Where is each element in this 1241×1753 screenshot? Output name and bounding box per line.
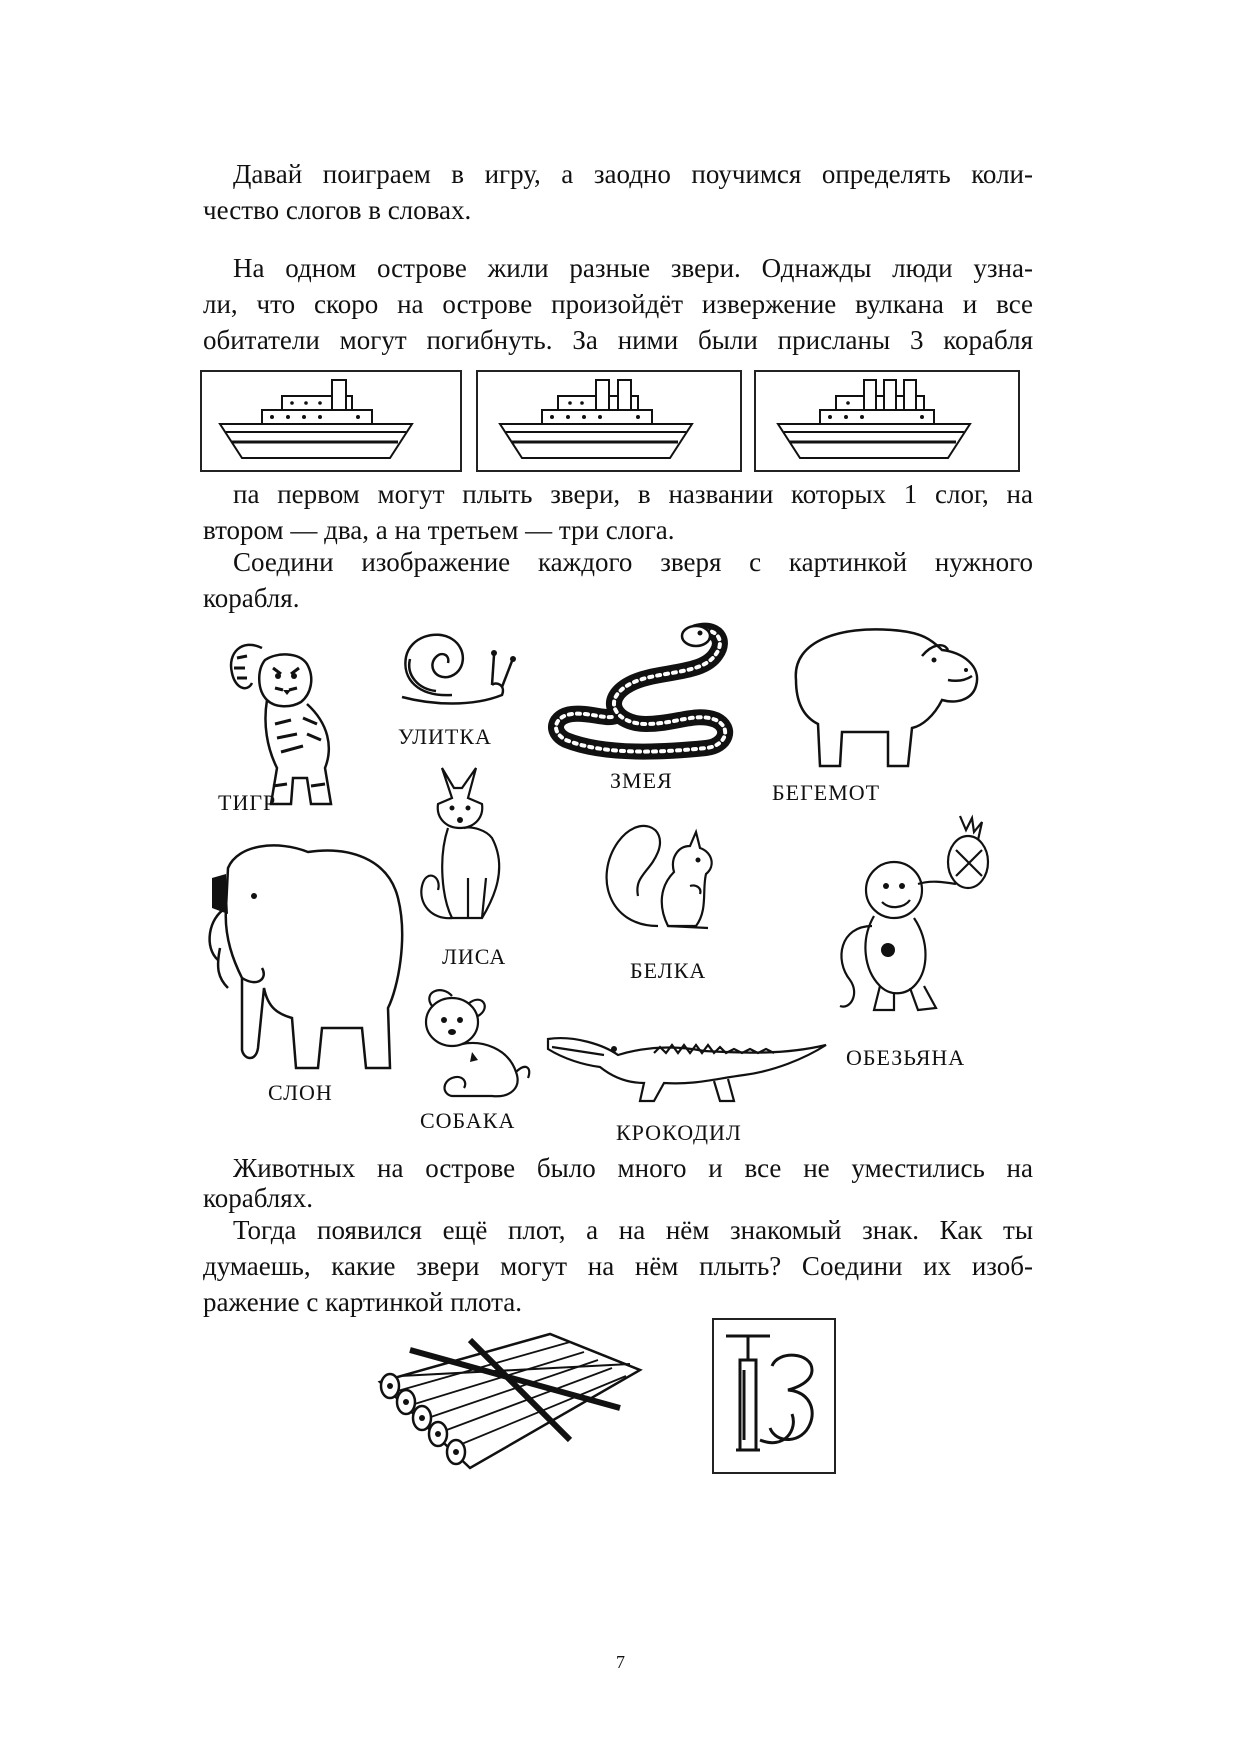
raft-icon (370, 1330, 658, 1478)
animal-label-snail: УЛИТКА (398, 724, 492, 749)
elephant-icon (198, 838, 416, 1076)
dog-icon (412, 982, 538, 1102)
animal-label-monkey: ОБЕЗЬЯНА (846, 1045, 966, 1070)
fox-icon (412, 758, 548, 938)
animal-label-fox: ЛИСА (442, 944, 507, 969)
hippo-picture (772, 620, 990, 770)
text-line: Животных на острове было много и все не уместились на (233, 1153, 1033, 1183)
text-line: па первом могут плыть звери, в названии которых 1 слог, на (233, 479, 1033, 509)
snail-picture (392, 625, 522, 720)
snake-picture (546, 620, 744, 760)
snake-icon (546, 620, 744, 760)
animal-label-snake: ЗМЕЯ (610, 768, 673, 793)
crocodile-picture (544, 1025, 830, 1115)
pump-and-z-sign-icon (714, 1320, 834, 1472)
squirrel-icon (598, 806, 738, 946)
intro-paragraph (203, 156, 1033, 228)
text-line: думаешь, какие звери могут на нём плыть? Соедини их изоб- (203, 1251, 1033, 1281)
text-line: кораблях. (203, 1183, 313, 1213)
raft-picture (370, 1330, 658, 1478)
text-line: Тогда появился ещё плот, а на нём знакомый знак. Как ты (233, 1215, 1033, 1245)
animal-label-dog: СОБАКА (420, 1108, 516, 1133)
hippo-icon (772, 620, 990, 770)
ship-two-funnels-icon (478, 372, 740, 470)
text-line: чество слогов в словах. (203, 195, 472, 225)
text-line: Давай поиграем в игру, а заодно поучимся определять коли- (233, 159, 1033, 189)
ship-card-three (754, 370, 1020, 472)
animal-label-squirrel: БЕЛКА (630, 958, 707, 983)
animal-label-tiger: ТИГР (218, 790, 277, 815)
animal-label-crocodile: КРОКОДИЛ (616, 1120, 742, 1145)
elephant-picture (198, 838, 416, 1076)
ship-one-funnel-icon (202, 372, 460, 470)
text-line: корабля. (203, 583, 300, 613)
squirrel-picture (598, 806, 738, 946)
fox-picture (412, 758, 548, 938)
dog-picture (412, 982, 538, 1102)
rule-paragraph (203, 476, 1033, 548)
animal-label-hippo: БЕГЕМОТ (772, 780, 881, 805)
snail-icon (392, 625, 522, 720)
text-line: ли, что скоро на острове произойдёт извержение вулкана и все (203, 289, 1033, 319)
raft-task-paragraph (203, 1212, 1033, 1320)
task-paragraph (203, 544, 1033, 616)
ship-card-one (200, 370, 462, 472)
text-line: На одном острове жили разные звери. Однажды люди узна- (233, 253, 1033, 283)
outro-paragraph (203, 1150, 1033, 1216)
animal-label-elephant: СЛОН (268, 1080, 333, 1105)
text-line: Соедини изображение каждого зверя с картинкой нужного (233, 547, 1033, 577)
text-line: втором — два, а на третьем — три слога. (203, 515, 675, 545)
text-line: обитатели могут погибнуть. За ними были присланы 3 корабля (203, 325, 1033, 355)
ship-three-funnels-icon (756, 372, 1018, 470)
page-number: 7 (616, 1652, 625, 1672)
monkey-icon (820, 810, 995, 1025)
monkey-picture (820, 810, 995, 1025)
crocodile-icon (544, 1025, 830, 1115)
text-line: ражение с картинкой плота. (203, 1287, 523, 1317)
pump-sign-picture (712, 1318, 836, 1474)
ship-card-two (476, 370, 742, 472)
